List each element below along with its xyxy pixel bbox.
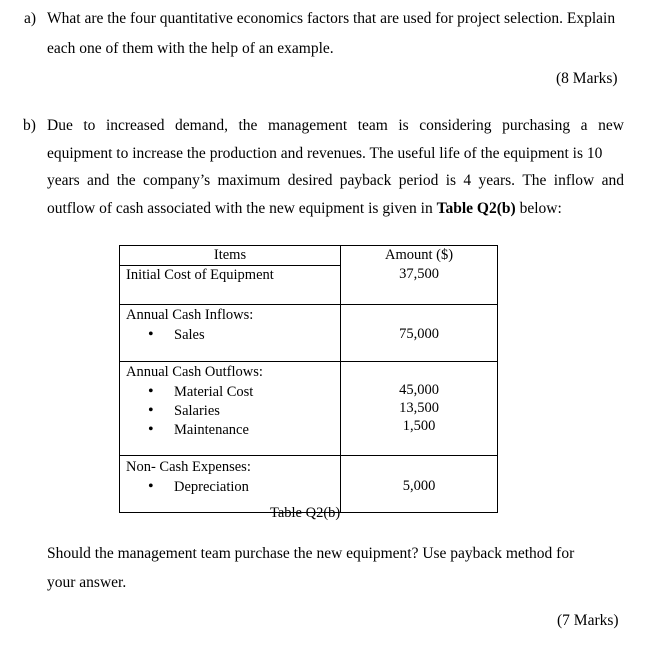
initial-cost-label: Initial Cost of Equipment [120,266,341,305]
word: new [598,117,624,134]
part-b-question-line-3 [47,172,624,190]
word: desired [287,172,333,189]
word: a [580,117,588,134]
part-a-marks: (8 Marks) [556,70,618,87]
initial-cost-value: 37,500 [399,266,439,282]
noncash-heading: Non- Cash Expenses: [126,459,251,475]
word: company’s [143,172,211,189]
part-b-marks: (7 Marks) [557,612,619,629]
part-b-question-line-2: equipment to increase the production and revenues. The useful life of the equipment is 10 [47,145,603,162]
part-a-label: a) [24,10,37,27]
outflow-value-material-cost: 45,000 [399,382,439,398]
word: years. [478,172,516,189]
outflows-amount-cell [341,362,498,456]
inflow-value-sales: 75,000 [399,326,439,342]
word: management [267,117,348,134]
word: the [116,172,136,189]
word: and [87,172,110,189]
word: inflow [553,172,595,189]
outflow-item-maintenance: • Maintenance [126,420,340,439]
part-b-question-line-1 [47,117,624,135]
part-b-question-2-line-2: your answer. [47,574,127,591]
part-b-question-2-line-1: Should the management team purchase the new equipment? Use payback method for [47,545,575,562]
inflows-heading: Annual Cash Inflows: [126,307,254,323]
word: is [445,172,457,189]
inflows-amount-cell [341,305,498,362]
word: is [398,117,409,134]
noncash-item-depreciation: • Depreciation [126,477,340,496]
word: purchasing [502,117,571,134]
outflow-value-salaries: 13,500 [399,400,439,416]
table-caption: Table Q2(b) [270,505,341,521]
word: The [522,172,547,189]
table-row-noncash [120,456,498,513]
noncash-value-depreciation: 5,000 [402,478,436,494]
table-header-amount: Amount ($) [384,247,454,263]
inflows-cell [120,305,341,362]
word: and [601,172,624,189]
table-reference: Table Q2(b) [436,200,516,217]
outflows-heading: Annual Cash Outflows: [126,364,263,380]
word: 4 [463,172,472,189]
part-b-label: b) [23,117,36,134]
table-row-outflows [120,362,498,456]
outflows-cell [120,362,341,456]
outflow-value-maintenance: 1,500 [402,418,436,434]
word: years [47,172,80,189]
word: to [83,117,96,134]
inflow-item-sales: • Sales [126,325,340,344]
word: payback [339,172,392,189]
noncash-cell [120,456,341,513]
part-a-question-line-1: What are the four quantitative economics factors that are used for project selection. Explain [47,10,616,27]
word: team [357,117,388,134]
table-header-items: Items [120,246,341,266]
word: demand, [175,117,228,134]
word: period [398,172,439,189]
part-b-question-line-4: outflow of cash associated with the new equipment is given in Table Q2(b) below: [47,200,562,217]
word: increased [105,117,165,134]
word: maximum [217,172,281,189]
word: Due [47,117,73,134]
initial-cost-amount-cell [341,246,498,305]
word: the [238,117,258,134]
outflow-item-salaries: • Salaries [126,401,340,420]
cash-flow-table [119,245,498,513]
table-header-row [120,246,498,266]
table-row-inflows [120,305,498,362]
noncash-amount-cell [341,456,498,513]
word: considering [419,117,492,134]
outflow-item-material-cost: • Material Cost [126,382,340,401]
part-a-question-line-2: each one of them with the help of an example. [47,40,334,57]
